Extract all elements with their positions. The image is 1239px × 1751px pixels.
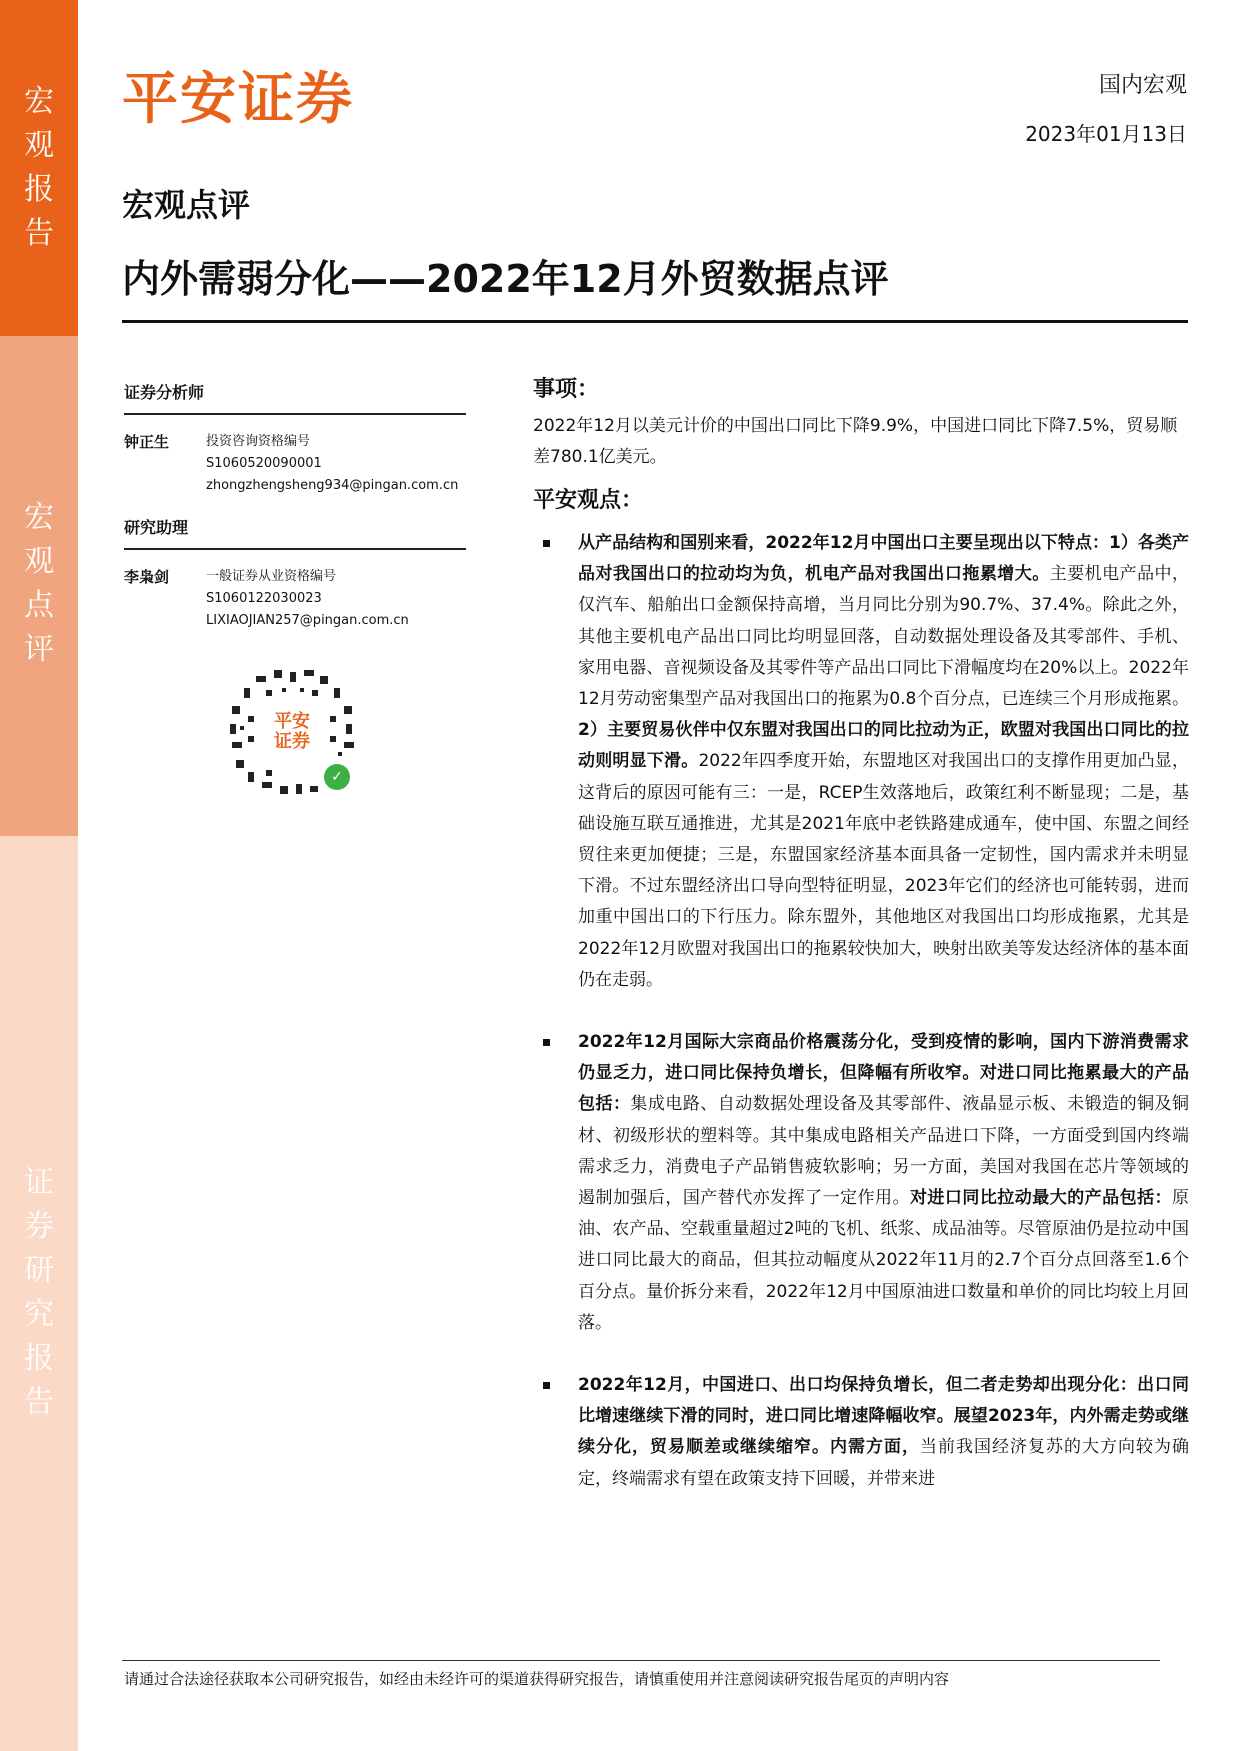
assistant-name: 李枭剑 xyxy=(124,568,170,586)
company-logo: 平安证券 xyxy=(122,67,354,132)
bullet-bold-text: 从产品结构和国别来看，2022年12月中国出口主要呈现出以下特点：1）各类产品对我国出口的拉动均为负，机电产品对我国出口拖累增大。 xyxy=(578,533,1189,585)
report-category: 国内宏观 xyxy=(1098,73,1187,98)
bullet-text: 当前我国经济复苏的大方向较为确定，终端需求有望在政策支持下回暖，并带来进 xyxy=(578,1437,1189,1489)
qr-code xyxy=(226,666,358,798)
footer-disclaimer: 请通过合法途径获取本公司研究报告，如经由未经许可的渠道获得研究报告，请慎重使用并注意阅读研究报告尾页的声明内容 xyxy=(124,1670,950,1688)
event-text: 2022年12月以美元计价的中国出口同比下降9.9%，中国进口同比下降7.5%，贸易顺差780.1亿美元。 xyxy=(533,416,1178,467)
analyst-panel xyxy=(124,380,466,798)
sidebar-label-mid: 宏观点评 xyxy=(24,500,54,667)
assistant-card xyxy=(124,566,466,632)
analyst-name: 钟正生 xyxy=(124,433,170,451)
view-bullet xyxy=(533,1027,1189,1339)
bullet-text: 集成电路、自动数据处理设备及其零部件、液晶显示板、未锻造的铜及铜材、初级形状的塑料等。其中集成电路相关产品进口下降，一方面受到国内终端需求乏力，消费电子产品销售疲软影响；另一方面，美国对我国在芯片等领域的遏制加强后，国产替代亦发挥了一定作用。 xyxy=(578,1094,1190,1209)
qr-logo-text-2: 证券 xyxy=(274,731,310,752)
sidebar-label-bottom: 证券研究报告 xyxy=(24,1165,54,1420)
analyst-info xyxy=(206,431,458,497)
qr-logo xyxy=(260,700,324,764)
analyst-heading: 证券分析师 xyxy=(124,380,466,415)
bullet-text: 2022年四季度开始，东盟地区对我国出口的支撑作用更加凸显，这背后的原因可能有三：一是，RCEP生效落地后，政策红利不断显现；二是，基础设施互联互通推进，尤其是2021年底中老铁路建成通车，使中国、东盟之间经贸往来更加便捷；三是，东盟国家经济基本面具备一定韧性，国内需求并未明显下滑。不过东盟经济出口导向型特征明显，2023年它们的经济也可能转弱，进而加重中国出口的下行压力。除东盟外，其他地区对我国出口均形成拖累，尤其是2022年12月欧盟对我国出口的拖累较快加大，映射出欧美等发达经济体的基本面仍在走弱。 xyxy=(578,751,1190,990)
bullet-bold-text: 对进口同比拉动最大的产品包括： xyxy=(909,1188,1173,1209)
bullet-square-icon xyxy=(543,540,550,547)
analyst-cert-label: 投资咨询资格编号 xyxy=(206,434,311,449)
sidebar xyxy=(0,0,78,1751)
bullet-text: 主要机电产品中，仅汽车、船舶出口金额保持高增，当月同比分别为90.7%、37.4%。除此之外，其他主要机电产品出口同比均明显回落，自动数据处理设备及其零部件、手机、家用电器、音视频设备及其零件等产品出口同比下滑幅度均在20%以上。2022年12月劳动密集型产品对我国出口的拖累为0.8个百分点，已连续三个月形成拖累。 xyxy=(578,564,1190,710)
view-bullet xyxy=(533,1370,1189,1495)
sidebar-block-top xyxy=(0,0,78,336)
assistant-email[interactable]: LIXIAOJIAN257@pingan.com.cn xyxy=(206,613,409,628)
footer-divider xyxy=(122,1660,1160,1661)
report-date: 2023年01月13日 xyxy=(1025,122,1187,146)
bullet-square-icon xyxy=(543,1382,550,1389)
sidebar-label-top: 宏观报告 xyxy=(24,84,54,251)
analyst-card xyxy=(124,431,466,497)
assistant-heading: 研究助理 xyxy=(124,515,466,550)
bullet-bold-text: 2022年12月国际大宗商品价格震荡分化，受到疫情的影响，国内下游消费需求仍显乏力，进口同比保持负增长，但降幅有所收窄。对进口同比拖累最大的产品包括： xyxy=(578,1032,1189,1115)
title-divider xyxy=(122,320,1188,323)
main-content xyxy=(533,372,1189,1526)
bullet-square-icon xyxy=(543,1039,550,1046)
event-heading: 事项： xyxy=(533,377,600,402)
bullet-text: 原油、农产品、空载重量超过2吨的飞机、纸浆、成品油等。尽管原油仍是拉动中国进口同比最大的商品，但其拉动幅度从2022年11月的2.7个百分点回落至1.6个百分点。量价拆分来看，2022年12月中国原油进口数量和单价的同比均较上月回落。 xyxy=(578,1188,1190,1333)
view-bullets xyxy=(533,528,1189,1495)
report-title: 内外需弱分化——2022年12月外贸数据点评 xyxy=(122,257,889,301)
qr-logo-text-1: 平安 xyxy=(274,711,310,732)
view-heading: 平安观点： xyxy=(533,488,644,513)
bullet-bold-text: 2022年12月，中国进口、出口均保持负增长，但二者走势却出现分化：出口同比增速继续下滑的同时，进口同比增速降幅收窄。展望2023年，内外需走势或继续分化，贸易顺差或继续缩窄。内需方面， xyxy=(578,1375,1189,1458)
analyst-cert-no: S1060520090001 xyxy=(206,456,322,471)
report-type: 宏观点评 xyxy=(122,186,251,224)
analyst-email[interactable]: zhongzhengsheng934@pingan.com.cn xyxy=(206,478,459,493)
assistant-cert-label: 一般证券从业资格编号 xyxy=(206,569,337,584)
assistant-cert-no: S1060122030023 xyxy=(206,591,322,606)
sidebar-block-mid xyxy=(0,336,78,836)
sidebar-block-bottom xyxy=(0,836,78,1751)
wechat-icon: ✓ xyxy=(324,764,350,790)
assistant-info xyxy=(206,566,409,632)
bullet-bold-text: 2）主要贸易伙伴中仅东盟对我国出口的同比拉动为正，欧盟对我国出口同比的拉动则明显下滑。 xyxy=(578,720,1189,772)
view-bullet xyxy=(533,528,1189,996)
